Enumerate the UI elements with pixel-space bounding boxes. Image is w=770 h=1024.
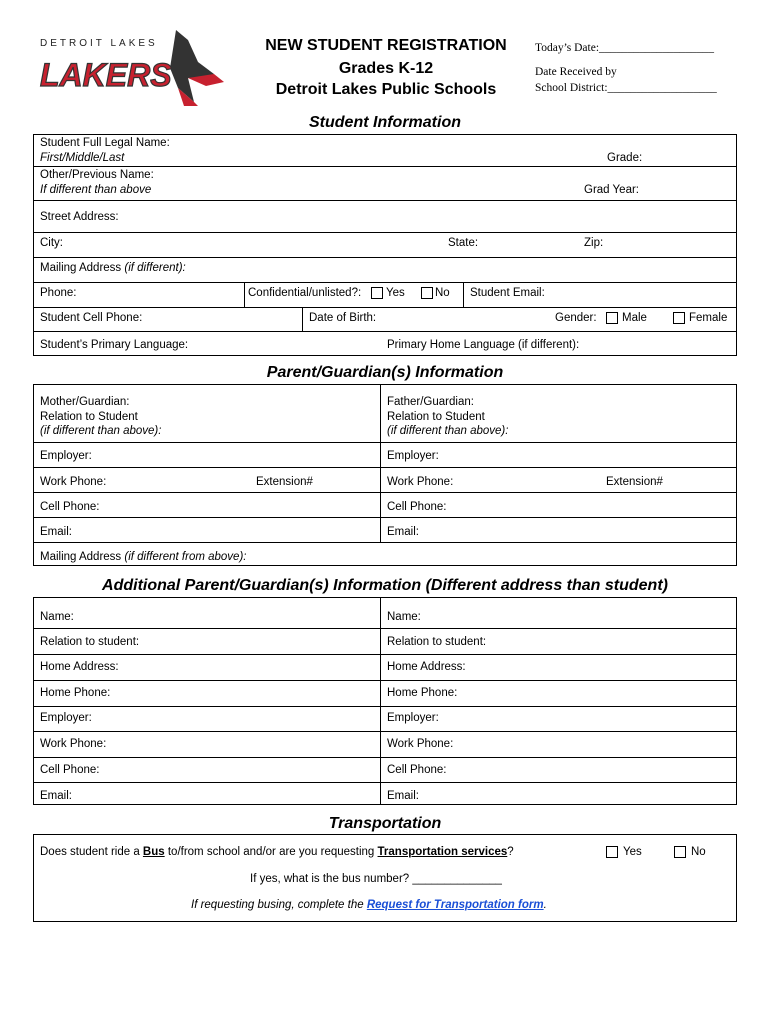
home-language-field[interactable]: Primary Home Language (if different): bbox=[387, 339, 580, 351]
mother-relation-hint: (if different than above): bbox=[40, 425, 162, 437]
confidential-no-label: No bbox=[435, 287, 450, 299]
bus-question: Does student ride a Bus to/from school and/or are you requesting Transportation services? bbox=[40, 846, 514, 858]
add-left-cell-phone-field[interactable]: Cell Phone: bbox=[40, 764, 100, 776]
add-right-home-address-field[interactable]: Home Address: bbox=[387, 661, 466, 673]
student-section-title: Student Information bbox=[309, 114, 461, 131]
street-address-field[interactable]: Street Address: bbox=[40, 211, 119, 223]
mother-work-phone-field[interactable]: Work Phone: bbox=[40, 476, 107, 488]
father-relation-label: Relation to Student bbox=[387, 411, 485, 423]
add-left-email-field[interactable]: Email: bbox=[40, 790, 72, 802]
add-left-home-phone-field[interactable]: Home Phone: bbox=[40, 687, 111, 699]
father-relation-hint: (if different than above): bbox=[387, 425, 509, 437]
district-subtitle: Detroit Lakes Public Schools bbox=[275, 81, 497, 98]
full-name-field[interactable]: Student Full Legal Name: bbox=[40, 137, 170, 149]
parents-info-box bbox=[33, 384, 737, 566]
add-right-email-field[interactable]: Email: bbox=[387, 790, 419, 802]
gender-male-label: Male bbox=[622, 312, 647, 324]
student-cell-field[interactable]: Student Cell Phone: bbox=[40, 312, 143, 324]
other-name-hint: If different than above bbox=[40, 184, 152, 196]
phone-field[interactable]: Phone: bbox=[40, 287, 77, 299]
gender-female-label: Female bbox=[689, 312, 728, 324]
add-left-employer-field[interactable]: Employer: bbox=[40, 712, 92, 724]
mother-email-field[interactable]: Email: bbox=[40, 526, 72, 538]
confidential-label: Confidential/unlisted?: bbox=[248, 287, 362, 299]
dob-field[interactable]: Date of Birth: bbox=[309, 312, 377, 324]
student-email-field[interactable]: Student Email: bbox=[470, 287, 545, 299]
additional-section-title: Additional Parent/Guardian(s) Information (Different address than student) bbox=[102, 577, 668, 594]
father-email-field[interactable]: Email: bbox=[387, 526, 419, 538]
transport-section-title: Transportation bbox=[328, 815, 442, 832]
school-district-field[interactable]: School District:___________________ bbox=[535, 82, 717, 94]
full-name-hint: First/Middle/Last bbox=[40, 152, 125, 164]
svg-text:LAKERS: LAKERS bbox=[40, 57, 172, 93]
add-right-cell-phone-field[interactable]: Cell Phone: bbox=[387, 764, 447, 776]
father-extension-field[interactable]: Extension# bbox=[606, 476, 663, 488]
state-field[interactable]: State: bbox=[448, 237, 479, 249]
todays-date-field[interactable]: Today’s Date:____________________ bbox=[535, 42, 715, 54]
father-work-phone-field[interactable]: Work Phone: bbox=[387, 476, 454, 488]
confidential-yes-label: Yes bbox=[386, 287, 405, 299]
mother-employer-field[interactable]: Employer: bbox=[40, 450, 92, 462]
confidential-no-checkbox[interactable] bbox=[421, 287, 433, 299]
svg-text:DETROIT LAKES: DETROIT LAKES bbox=[40, 38, 158, 49]
gender-female-checkbox[interactable] bbox=[673, 312, 685, 324]
add-right-relation-field[interactable]: Relation to student: bbox=[387, 636, 487, 648]
gender-label: Gender: bbox=[555, 312, 597, 324]
confidential-yes-checkbox[interactable] bbox=[371, 287, 383, 299]
bus-no-label: No bbox=[691, 846, 706, 858]
grades-subtitle: Grades K-12 bbox=[338, 60, 434, 77]
transport-form-link[interactable]: Request for Transportation form bbox=[366, 899, 544, 911]
add-left-name-field[interactable]: Name: bbox=[40, 611, 74, 623]
add-left-work-phone-field[interactable]: Work Phone: bbox=[40, 738, 107, 750]
bus-no-checkbox[interactable] bbox=[674, 846, 686, 858]
mother-relation-label: Relation to Student bbox=[40, 411, 138, 423]
grade-field[interactable]: Grade: bbox=[607, 152, 643, 164]
grad-year-field[interactable]: Grad Year: bbox=[584, 184, 639, 196]
add-right-employer-field[interactable]: Employer: bbox=[387, 712, 439, 724]
add-right-home-phone-field[interactable]: Home Phone: bbox=[387, 687, 458, 699]
lakers-logo bbox=[38, 26, 234, 110]
primary-language-field[interactable]: Student’s Primary Language: bbox=[40, 339, 189, 351]
gender-male-checkbox[interactable] bbox=[606, 312, 618, 324]
father-guardian-field[interactable]: Father/Guardian: bbox=[387, 396, 474, 408]
mother-guardian-field[interactable]: Mother/Guardian: bbox=[40, 396, 130, 408]
father-employer-field[interactable]: Employer: bbox=[387, 450, 439, 462]
add-left-home-address-field[interactable]: Home Address: bbox=[40, 661, 119, 673]
add-left-relation-field[interactable]: Relation to student: bbox=[40, 636, 140, 648]
city-field[interactable]: City: bbox=[40, 237, 63, 249]
bus-yes-label: Yes bbox=[623, 846, 642, 858]
mother-extension-field[interactable]: Extension# bbox=[256, 476, 313, 488]
bus-number-field[interactable]: If yes, what is the bus number? ______________ bbox=[250, 873, 502, 885]
zip-field[interactable]: Zip: bbox=[584, 237, 604, 249]
mailing-address-field[interactable]: Mailing Address (if different): bbox=[40, 262, 186, 274]
add-right-name-field[interactable]: Name: bbox=[387, 611, 421, 623]
bus-yes-checkbox[interactable] bbox=[606, 846, 618, 858]
date-received-label: Date Received by bbox=[535, 66, 617, 78]
add-right-work-phone-field[interactable]: Work Phone: bbox=[387, 738, 454, 750]
busing-note: If requesting busing, complete the Request for Transportation form. bbox=[191, 899, 547, 911]
mother-cell-field[interactable]: Cell Phone: bbox=[40, 501, 100, 513]
father-cell-field[interactable]: Cell Phone: bbox=[387, 501, 447, 513]
other-name-field[interactable]: Other/Previous Name: bbox=[40, 169, 154, 181]
parents-mailing-field[interactable]: Mailing Address (if different from above): bbox=[40, 551, 247, 563]
parents-section-title: Parent/Guardian(s) Information bbox=[266, 364, 504, 381]
form-title: NEW STUDENT REGISTRATION bbox=[265, 37, 507, 54]
